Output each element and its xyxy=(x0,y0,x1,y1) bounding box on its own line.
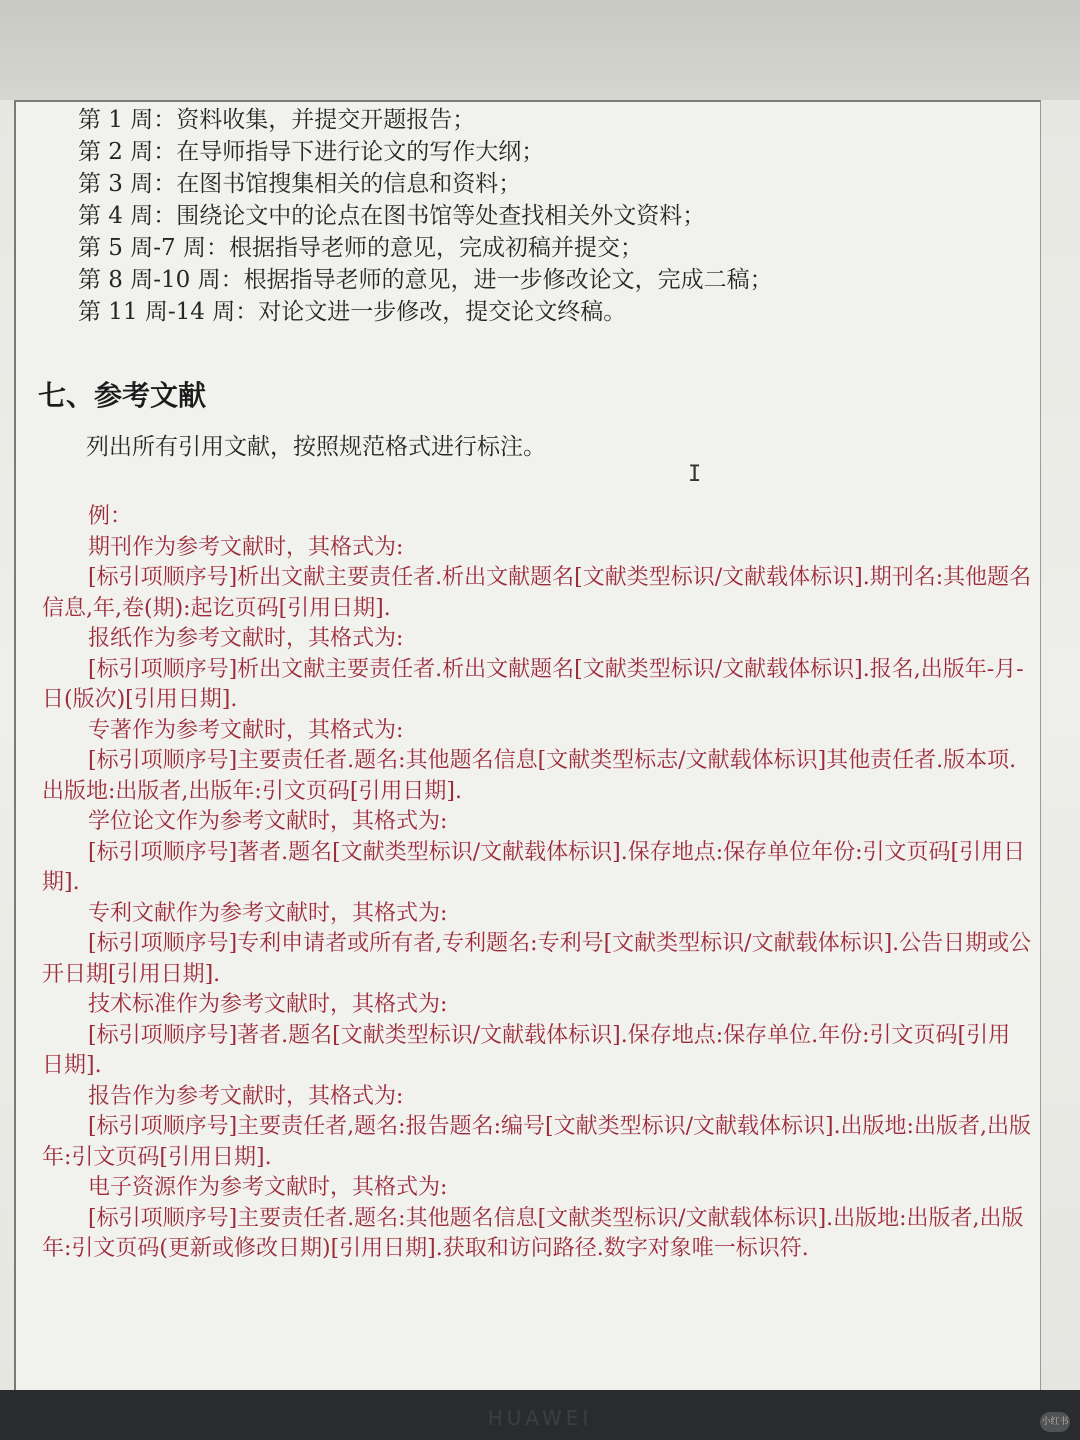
example-format: [标引项顺序号]析出文献主要责任者.析出文献题名[文献类型标识/文献载体标识].报名,出版年-月-日(版次)[引用日期]. xyxy=(42,656,1024,712)
top-margin-area xyxy=(0,0,1080,100)
example-format: [标引项顺序号]著者.题名[文献类型标识/文献载体标识].保存地点:保存单位.年份:引文页码[引用日期]. xyxy=(42,1022,1011,1078)
watermark-badge: 小红书 xyxy=(1040,1412,1070,1432)
example-heading: 报告作为参考文献时，其格式为: xyxy=(88,1083,404,1109)
example-format: [标引项顺序号]主要责任者.题名:其他题名信息[文献类型标志/文献载体标识]其他责任者.版本项.出版地:出版者,出版年:引文页码[引用日期]. xyxy=(42,748,1017,804)
example-format: [标引项顺序号]著者.题名[文献类型标识/文献载体标识].保存地点:保存单位年份:引文页码[引用日期]. xyxy=(42,839,1026,895)
section-heading: 七、参考文献 xyxy=(38,379,207,412)
example-format: [标引项顺序号]主要责任者.题名:其他题名信息[文献类型标识/文献载体标识].出版地:出版者,出版年:引文页码(更新或修改日期)[引用日期].获取和访问路径.数字对象唯一标识符. xyxy=(42,1205,1024,1261)
example-heading: 专著作为参考文献时，其格式为: xyxy=(88,717,404,743)
example-format: [标引项顺序号]主要责任者,题名:报告题名:编号[文献类型标识/文献载体标识].出版地:出版者,出版年:引文页码[引用日期]. xyxy=(42,1114,1031,1170)
schedule-line: 第 3 周：在图书馆搜集相关的信息和资料； xyxy=(78,171,522,197)
text-cursor-icon: I xyxy=(688,462,702,487)
example-heading: 期刊作为参考文献时，其格式为: xyxy=(88,534,404,560)
document-page[interactable] xyxy=(14,100,1041,1392)
example-heading: 技术标准作为参考文献时，其格式为: xyxy=(88,992,448,1017)
example-heading: 学位论文作为参考文献时，其格式为: xyxy=(88,809,448,834)
example-heading: 专利文献作为参考文献时，其格式为: xyxy=(88,900,448,926)
example-format: [标引项顺序号]专利申请者或所有者,专利题名:专利号[文献类型标识/文献载体标识].公告日期或公开日期[引用日期]. xyxy=(42,931,1032,987)
example-format: [标引项顺序号]析出文献主要责任者.析出文献题名[文献类型标识/文献载体标识].期刊名:其他题名信息,年,卷(期):起讫页码[引用日期]. xyxy=(42,565,1032,621)
schedule-line: 第 8 周-10 周：根据指导老师的意见，进一步修改论文，完成二稿； xyxy=(78,267,773,293)
schedule-line: 第 1 周：资料收集，并提交开题报告； xyxy=(78,107,476,133)
example-heading: 电子资源作为参考文献时，其格式为: xyxy=(88,1175,448,1200)
example-heading: 报纸作为参考文献时，其格式为: xyxy=(88,626,404,651)
example-label: 例： xyxy=(88,504,133,529)
schedule-line: 第 5 周-7 周：根据指导老师的意见，完成初稿并提交； xyxy=(78,235,643,261)
schedule-line: 第 4 周：围绕论文中的论点在图书馆等处查找相关外文资料； xyxy=(78,203,706,229)
section-intro: 列出所有引用文献，按照规范格式进行标注。 xyxy=(86,434,546,460)
device-brand-logo: HUAWEI xyxy=(487,1406,593,1430)
reference-examples xyxy=(42,502,1032,1265)
schedule-line: 第 11 周-14 周：对论文进一步修改，提交论文终稿。 xyxy=(78,299,627,325)
schedule-list xyxy=(78,104,773,328)
schedule-line: 第 2 周：在导师指导下进行论文的写作大纲； xyxy=(78,139,545,165)
